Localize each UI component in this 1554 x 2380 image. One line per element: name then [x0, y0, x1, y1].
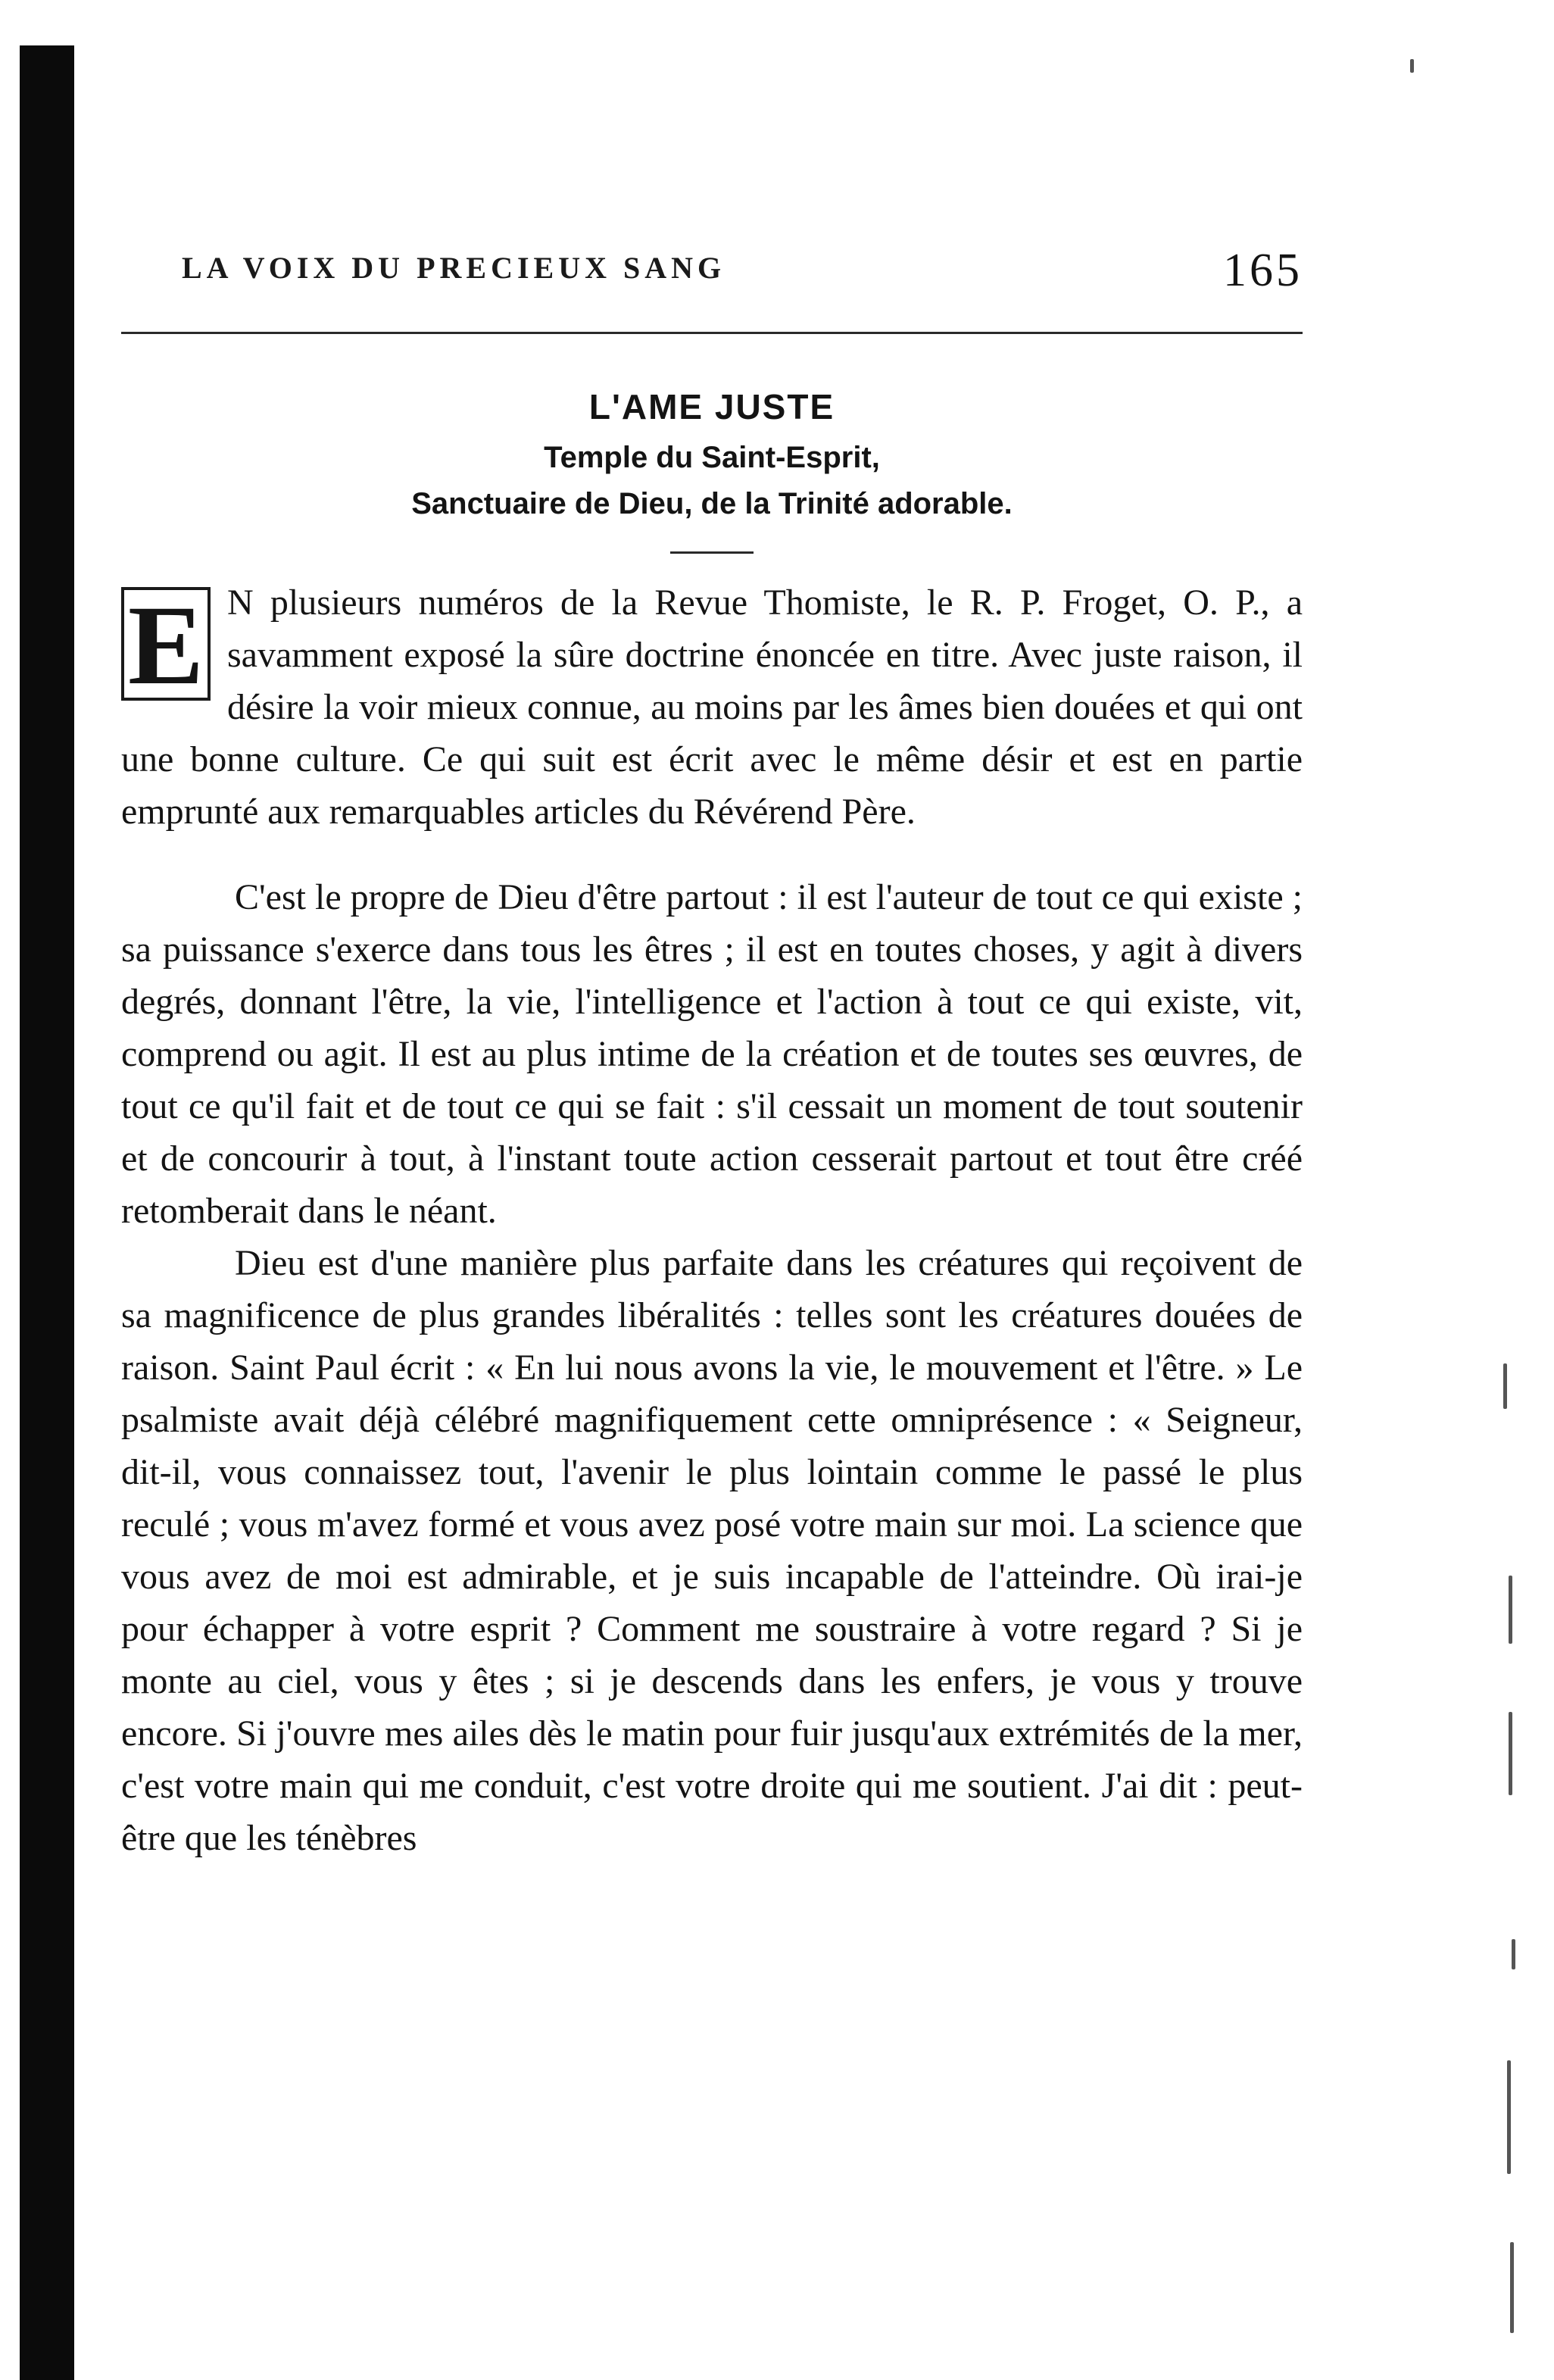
- drop-cap: E: [121, 587, 211, 701]
- book-spine-shadow: [20, 45, 74, 2380]
- page-number: 165: [1223, 245, 1303, 296]
- paragraph-2: C'est le propre de Dieu d'être partout : il est l'auteur de tout ce qui existe ; sa puissance s'exerce dans tous les êtres ; il est en toutes choses, y agit à divers degrés, donnant l'être, la vie, l'intelligence et l'action à tout ce qui existe, vit, comprend ou agit. Il est au plus intime de la création et de toutes ses œuvres, de tout ce qu'il fait et de tout ce qui se fait : s'il cessait un moment de tout soutenir et de concourir à tout, à l'instant toute action cesserait partout et tout être créé retomberait dans le néant.: [121, 877, 1303, 1231]
- article-title: L'AME JUSTE: [588, 387, 835, 426]
- running-head: LA VOIX DU PRECIEUX SANG: [182, 251, 726, 285]
- paragraph-1: [121, 576, 1303, 838]
- paragraph-1-text: N plusieurs numéros de la Revue Thomiste, le R. P. Froget, O. P., a savamment exposé la sûre doctrine énoncée en titre. Avec juste raison, il désire la voir mieux connue, au moins par les âmes bien douées et qui ont une bonne culture. Ce qui suit est écrit avec le même désir et est en partie emprunté aux remarquables articles du Révérend Père.: [121, 583, 1303, 832]
- article-subtitle-1: Temple du Saint-Esprit,: [544, 441, 880, 474]
- header-rule: [121, 332, 1303, 334]
- paragraph-3: Dieu est d'une manière plus parfaite dans les créatures qui reçoivent de sa magnificence de plus grandes libéralités : telles sont les créatures douées de raison. Saint Paul écrit : « En lui nous avons la vie, le mouvement et l'être. » Le psalmiste avait déjà célébré magnifiquement cette omniprésence : « Seigneur, dit-il, vous connaissez tout, l'avenir le plus lointain comme le passé le plus reculé ; vous m'avez formé et vous avez posé votre main sur moi. La science que vous avez de moi est admirable, et je suis incapable de l'atteindre. Où irai-je pour échapper à votre esprit ? Comment me soustraire à votre regard ? Si je monte au ciel, vous y êtes ; si je descends dans les enfers, je vous y trouve encore. Si j'ouvre mes ailes dès le matin pour fuir jusqu'aux extrémités de la mer, c'est votre main qui me conduit, c'est votre droite qui me soutient. J'ai dit : peut-être que les ténèbres: [121, 1243, 1303, 1858]
- book-page: [121, 227, 1303, 1864]
- title-separator: [670, 551, 754, 554]
- page-header: [121, 227, 1303, 318]
- article-subtitle-2: Sanctuaire de Dieu, de la Trinité adorable.: [411, 487, 1013, 520]
- article-heading: [121, 386, 1303, 554]
